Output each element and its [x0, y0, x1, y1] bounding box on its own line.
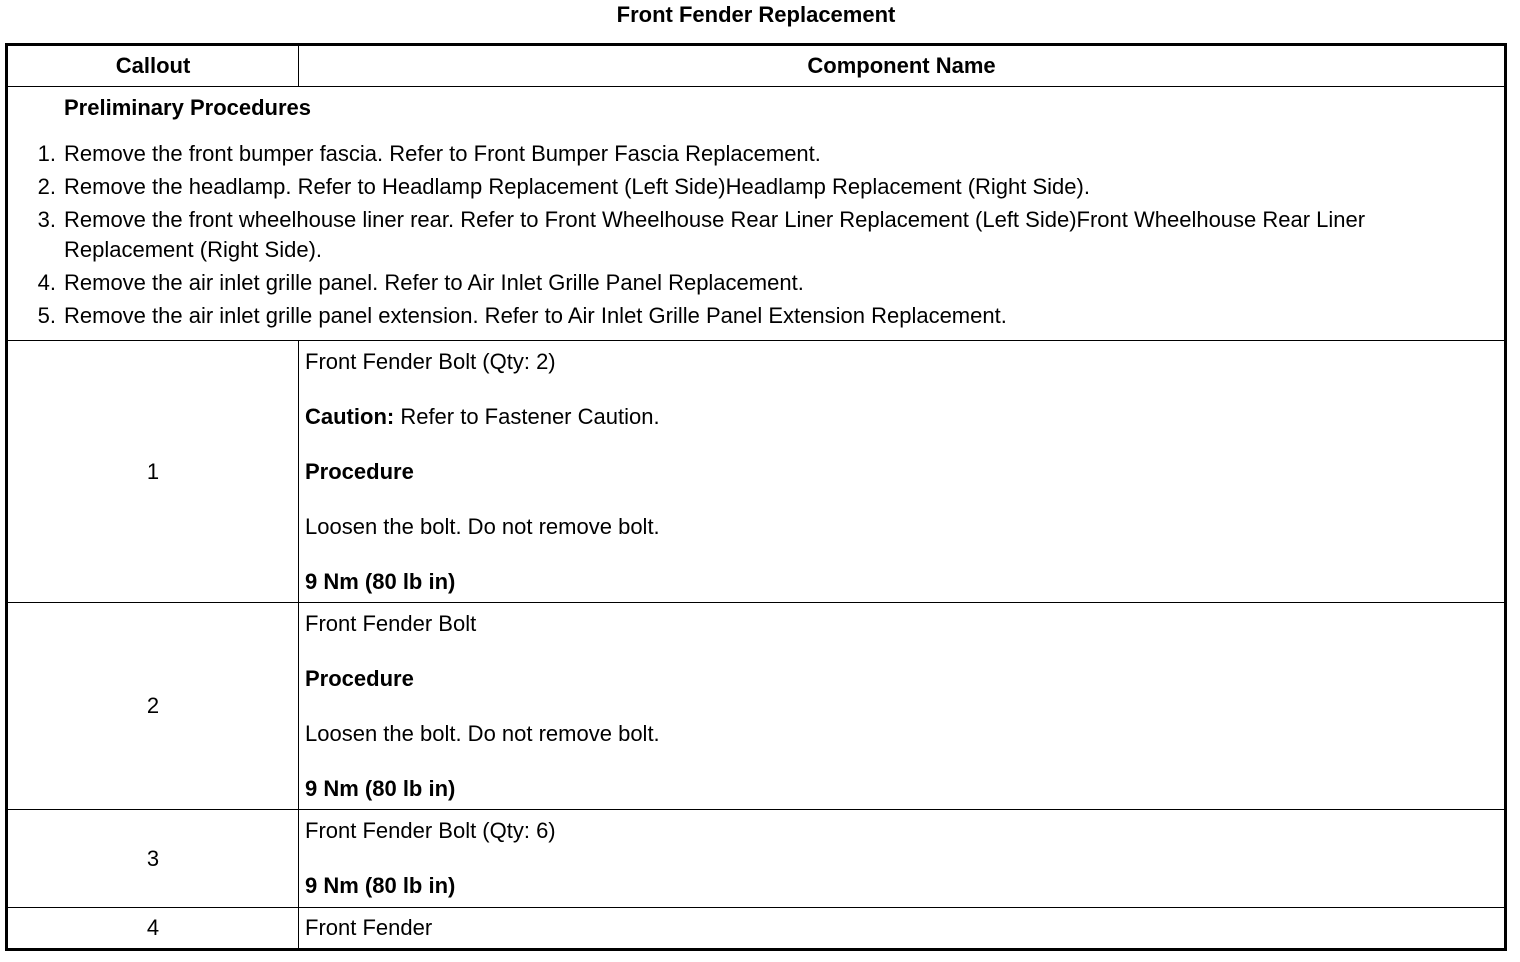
procedure-label: Procedure — [305, 459, 414, 484]
preliminary-procedures — [7, 87, 1506, 341]
torque-spec: 9 Nm (80 lb in) — [305, 569, 456, 594]
component-name: Front Fender Bolt (Qty: 6) — [305, 818, 556, 843]
caution-label: Caution: — [305, 404, 395, 429]
step-text: Remove the air inlet grille panel extension. Refer to Air Inlet Grille Panel Extension Replacement. — [64, 303, 1007, 328]
preliminary-step — [8, 139, 1494, 169]
callout-number: 4 — [7, 908, 299, 950]
preliminary-step — [8, 268, 1494, 298]
callout-number: 1 — [7, 341, 299, 603]
preliminary-step — [8, 205, 1494, 265]
preliminary-step — [8, 301, 1494, 331]
component-name: Front Fender Bolt (Qty: 2) — [305, 349, 556, 374]
component-cell — [299, 341, 1506, 603]
procedure-text: Loosen the bolt. Do not remove bolt. — [305, 514, 660, 539]
torque-spec: 9 Nm (80 lb in) — [305, 873, 456, 898]
procedure-text: Loosen the bolt. Do not remove bolt. — [305, 721, 660, 746]
table-row — [7, 908, 1506, 950]
component-cell — [299, 908, 1506, 950]
step-number: 3. — [37, 207, 56, 232]
preliminary-step-list — [8, 139, 1494, 331]
step-text: Remove the front wheelhouse liner rear. Refer to Front Wheelhouse Rear Liner Replacement (Left Side)Front Wheelhouse Rear Liner Replacement (Right Side). — [64, 207, 1366, 262]
preliminary-step — [8, 172, 1494, 202]
callout-number: 3 — [7, 810, 299, 908]
step-number: 4. — [37, 270, 56, 295]
caution-text: Refer to Fastener Caution. — [394, 404, 660, 429]
torque-spec: 9 Nm (80 lb in) — [305, 776, 456, 801]
caution-note — [305, 402, 1496, 432]
procedure-label: Procedure — [305, 666, 414, 691]
table-row — [7, 603, 1506, 810]
step-number: 2. — [37, 174, 56, 199]
column-header-callout: Callout — [7, 45, 299, 87]
preliminary-procedures-row — [7, 87, 1506, 341]
component-name: Front Fender Bolt — [305, 611, 477, 636]
step-text: Remove the headlamp. Refer to Headlamp Replacement (Left Side)Headlamp Replacement (Right Side). — [64, 174, 1090, 199]
step-text: Remove the front bumper fascia. Refer to Front Bumper Fascia Replacement. — [64, 141, 821, 166]
step-text: Remove the air inlet grille panel. Refer to Air Inlet Grille Panel Replacement. — [64, 270, 804, 295]
component-table — [5, 43, 1507, 951]
table-header-row — [7, 45, 1506, 87]
step-number: 5. — [37, 303, 56, 328]
table-row — [7, 810, 1506, 908]
column-header-component-name: Component Name — [299, 45, 1506, 87]
component-name: Front Fender — [305, 915, 433, 940]
step-number: 1. — [37, 141, 56, 166]
table-row — [7, 341, 1506, 603]
component-cell — [299, 603, 1506, 810]
callout-number: 2 — [7, 603, 299, 810]
page-title: Front Fender Replacement — [616, 2, 896, 27]
preliminary-heading: Preliminary Procedures — [64, 95, 312, 120]
component-cell — [299, 810, 1506, 908]
